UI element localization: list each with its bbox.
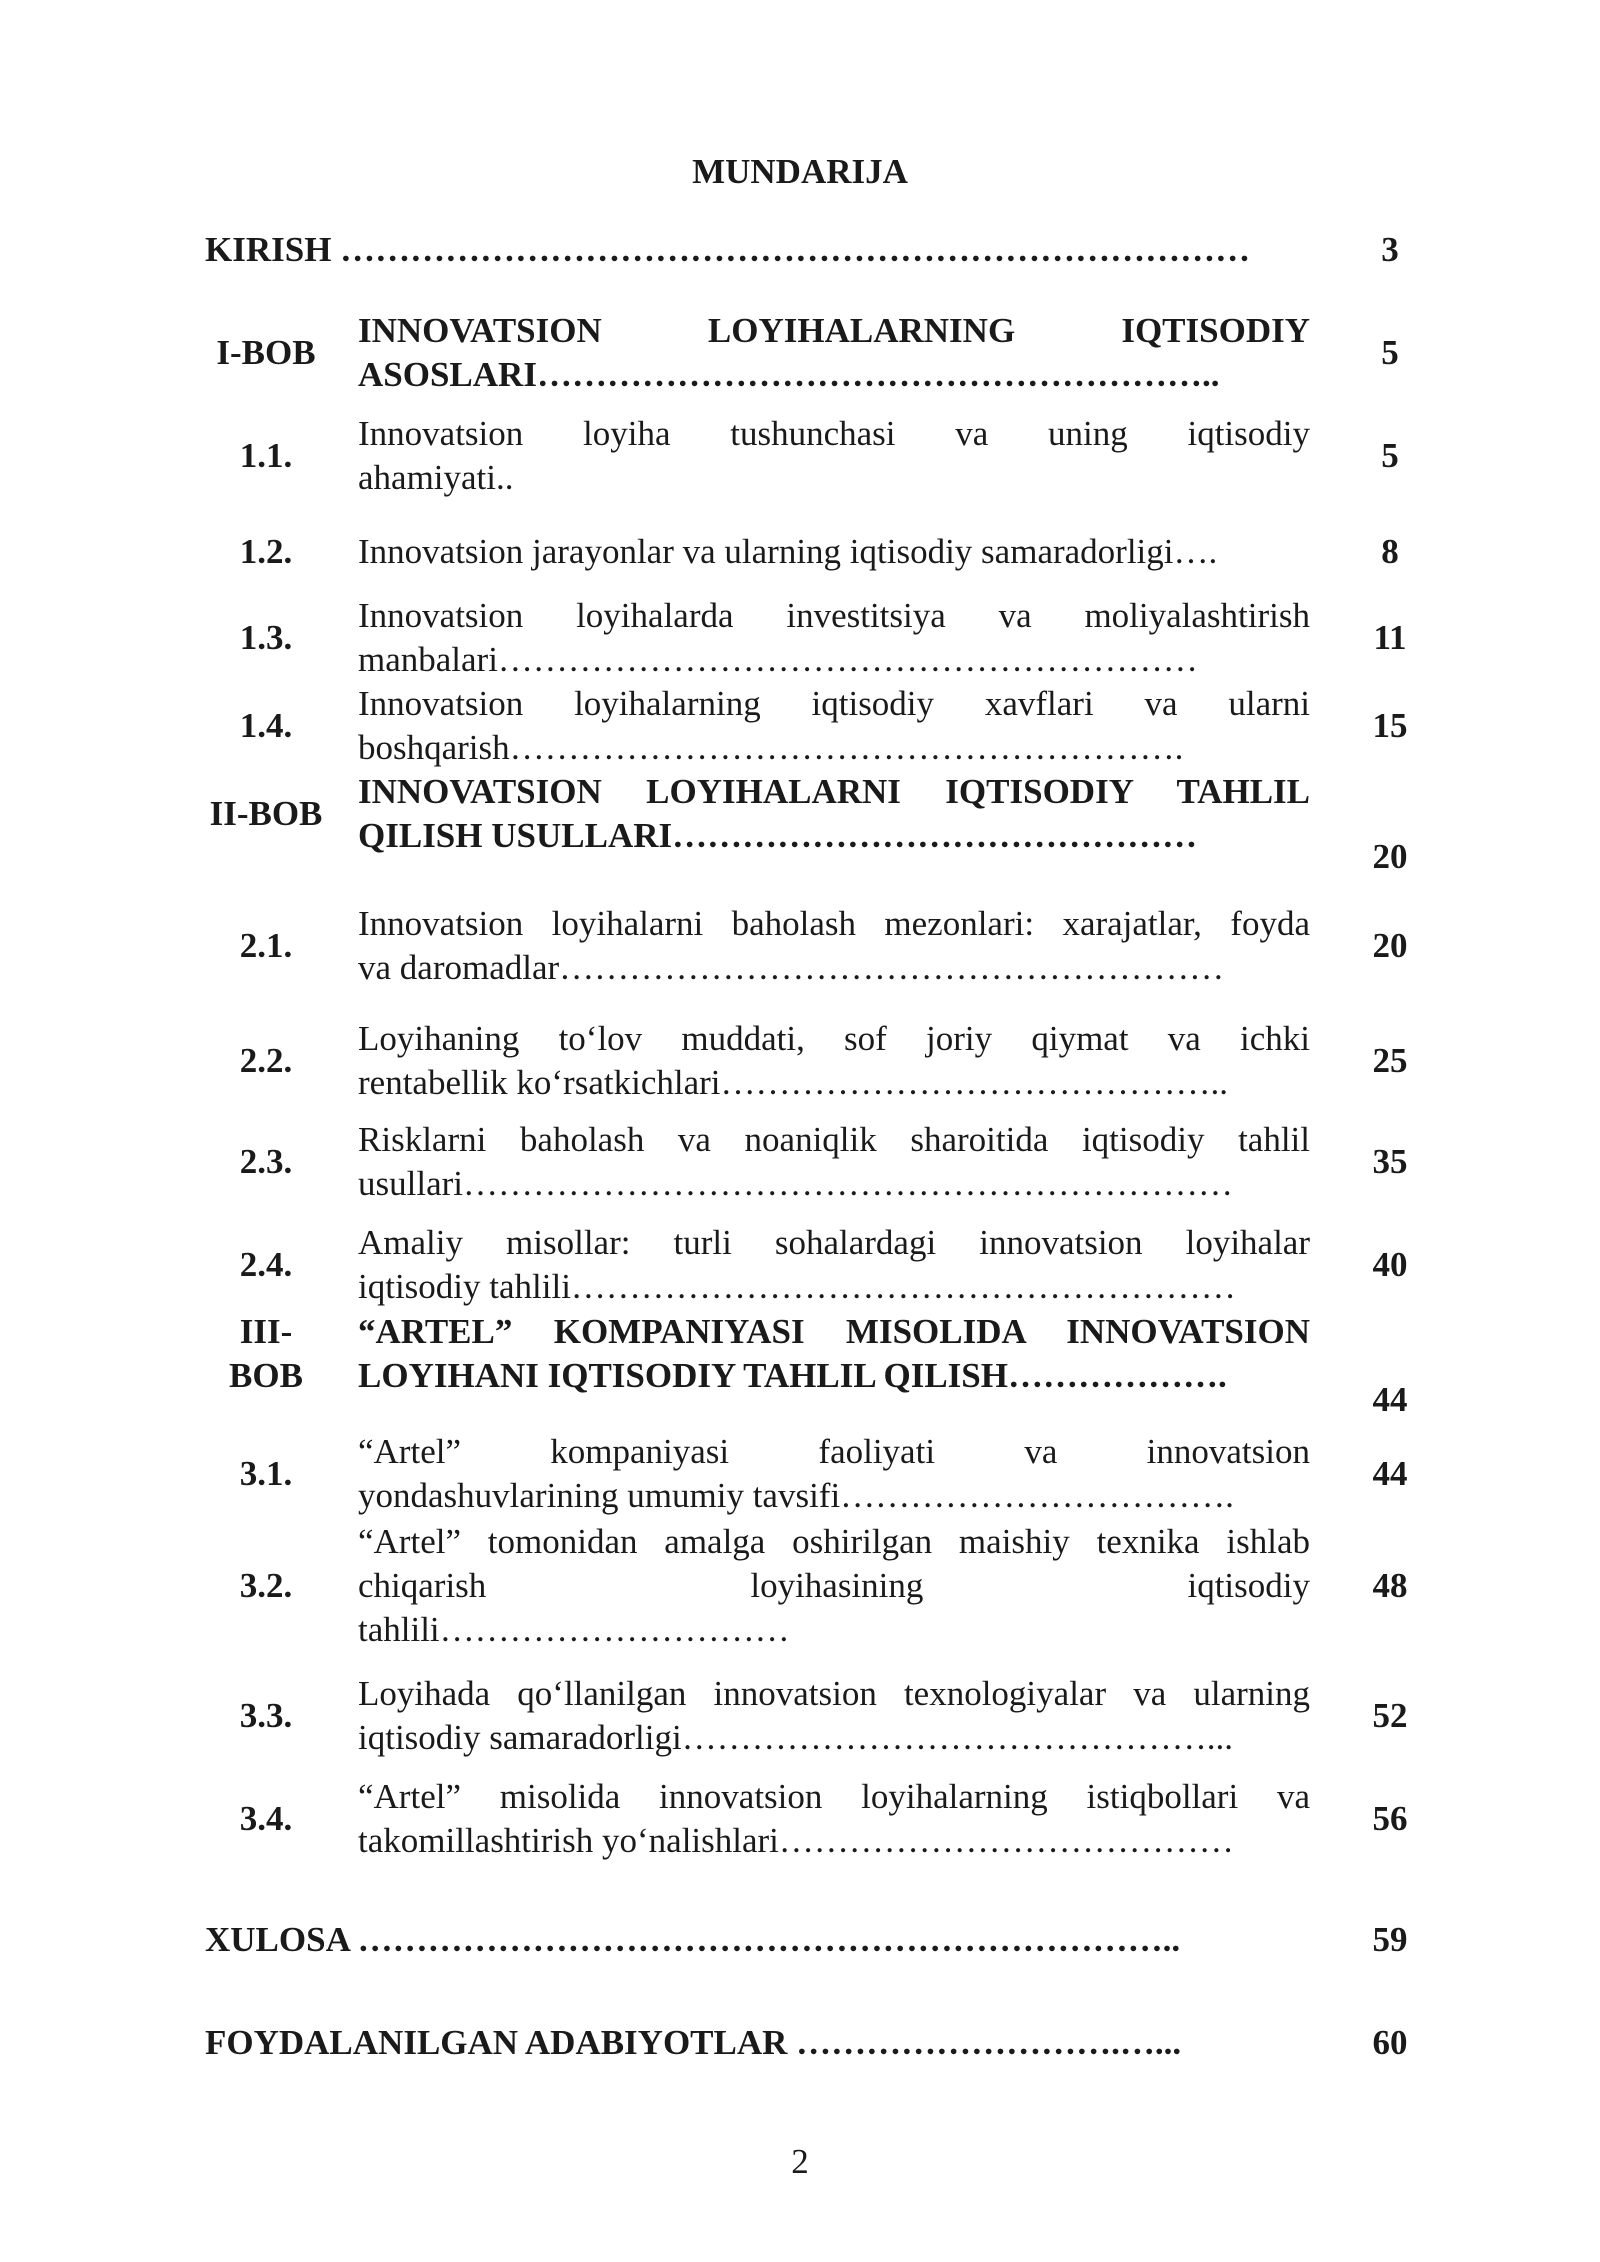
toc-entry-line: Innovatsion loyihalarning iqtisodiy xavflari va ularni — [358, 684, 1310, 723]
page-number: 2 — [791, 2142, 809, 2181]
toc-entry-number: 3.1. — [239, 1454, 293, 1493]
toc-entry-line: Innovatsion jarayonlar va ularning iqtisodiy samaradorligi…. — [358, 532, 1218, 571]
toc-entry-title — [358, 1520, 1310, 1652]
toc-entry-line: ahamiyati.. — [358, 458, 514, 497]
toc-entry-line: “Artel” tomonidan amalga oshirilgan maishiy texnika ishlab — [358, 1522, 1310, 1561]
toc-entry-number: III- BOB — [229, 1312, 303, 1395]
toc-entry-number: 2.1. — [239, 926, 293, 965]
toc-entry — [0, 412, 1600, 500]
toc-entry — [0, 530, 1600, 574]
toc-entry-title: XULOSA …………………………………………………………….. — [205, 1920, 1181, 1959]
toc-entry-line: INNOVATSION LOYIHALARNING IQTISODIY — [358, 311, 1310, 350]
toc-entry-page: 3 — [1381, 230, 1399, 269]
toc-entry — [0, 1918, 1600, 1962]
toc-entry-title — [358, 594, 1310, 682]
toc-entry — [0, 1017, 1600, 1105]
toc-entry-page: 5 — [1381, 436, 1399, 475]
page-title: MUNDARIJA — [692, 152, 908, 191]
toc-entry-line: LOYIHANI IQTISODIY TAHLIL QILISH………………. — [358, 1356, 1227, 1395]
toc-entry-page: 20 — [1372, 926, 1408, 965]
toc-entry-line: Innovatsion loyihalarda investitsiya va moliyalashtirish — [358, 596, 1310, 635]
toc-entry-title — [358, 902, 1310, 990]
toc-entry — [0, 1520, 1600, 1652]
toc-entry — [0, 2021, 1600, 2065]
toc-entry-number: 1.3. — [239, 618, 293, 657]
toc-entry-line: rentabellik ko‘rsatkichlari…………………………………….. — [358, 1063, 1228, 1102]
toc-entry — [0, 1118, 1600, 1206]
toc-entry-page: 59 — [1372, 1920, 1408, 1959]
toc-entry — [0, 1430, 1600, 1518]
toc-entry-page: 40 — [1372, 1245, 1408, 1284]
toc-entry-title — [358, 682, 1310, 770]
toc-entry-page: 44 — [1372, 1380, 1408, 1419]
toc-entry-title: FOYDALANILGAN ADABIYOTLAR ……………………….…... — [205, 2023, 1182, 2062]
toc-entry — [0, 1310, 1600, 1419]
toc-entry — [0, 1672, 1600, 1760]
toc-entry — [0, 309, 1600, 397]
toc-entry-line: va daromadlar………………………………………………… — [358, 948, 1225, 987]
toc-entry-line: manbalari…………………………………………………… — [358, 640, 1198, 679]
toc-entry-line: Risklarni baholash va noaniqlik sharoitida iqtisodiy tahlil — [358, 1120, 1310, 1159]
toc-entry-line: chiqarish loyihasining iqtisodiy — [358, 1566, 1310, 1605]
toc-entry-line: Amaliy misollar: turli sohalardagi innovatsion loyihalar — [358, 1223, 1310, 1262]
toc-entry-page: 8 — [1381, 532, 1399, 571]
toc-entry-title: KIRISH …………………………………………………………………… — [205, 230, 1251, 269]
toc-entry-line: “Artel” kompaniyasi faoliyati va innovatsion — [358, 1432, 1310, 1471]
toc-entry-page: 44 — [1372, 1454, 1408, 1493]
toc-entry-number: 3.2. — [239, 1566, 293, 1605]
toc-entry-number: 3.3. — [239, 1696, 293, 1735]
toc-entry-number: 1.2. — [239, 532, 293, 571]
toc-entry-page: 35 — [1372, 1142, 1408, 1181]
toc-entry-page: 15 — [1372, 706, 1408, 745]
toc-entry — [0, 902, 1600, 990]
toc-entry — [0, 594, 1600, 682]
toc-entry-number: I-BOB — [216, 333, 316, 372]
toc-entry-title — [358, 1118, 1310, 1206]
toc-entry-title — [358, 1775, 1310, 1863]
toc-entry-number: 1.4. — [239, 706, 293, 745]
toc-entry-line: Innovatsion loyiha tushunchasi va uning iqtisodiy — [358, 414, 1310, 453]
toc-entry — [0, 228, 1600, 272]
toc-entry-number: 2.2. — [239, 1041, 293, 1080]
toc-entry-number: 2.4. — [239, 1245, 293, 1284]
toc-entry-title — [358, 1310, 1310, 1398]
toc-entry-line: takomillashtirish yo‘nalishlari………………………………… — [358, 1821, 1234, 1860]
toc-entry — [0, 770, 1600, 876]
toc-entry-line: QILISH USULLARI……………………………………… — [358, 816, 1198, 855]
toc-entry-page: 5 — [1381, 333, 1399, 372]
toc-entry-line: tahlili………………………… — [358, 1610, 790, 1649]
toc-entry-page: 11 — [1373, 618, 1407, 657]
toc-entry-line: Loyihaning to‘lov muddati, sof joriy qiymat va ichki — [358, 1019, 1310, 1058]
toc-entry-page: 25 — [1372, 1041, 1408, 1080]
toc-entry-title — [358, 1017, 1310, 1105]
toc-entry-line: ASOSLARI………………………………………………….. — [358, 355, 1220, 394]
toc-entry-line: usullari………………………………………………………… — [358, 1164, 1233, 1203]
toc-entry-page: 48 — [1372, 1566, 1408, 1605]
toc-entry-number: 1.1. — [239, 436, 293, 475]
toc-entry-title — [358, 1430, 1310, 1518]
toc-entry-page: 56 — [1372, 1799, 1408, 1838]
toc-entry-line: iqtisodiy samaradorligi………………………………………... — [358, 1718, 1233, 1757]
toc-entry-number: 2.3. — [239, 1142, 293, 1181]
toc-entry-page: 52 — [1372, 1696, 1408, 1735]
toc-entry-title — [358, 412, 1310, 500]
toc-entry-number: 3.4. — [239, 1799, 293, 1838]
toc-entry — [0, 682, 1600, 770]
toc-entry-line: iqtisodiy tahlili………………………………………………… — [358, 1267, 1236, 1306]
toc-entry-line: Loyihada qo‘llanilgan innovatsion texnologiyalar va ularning — [358, 1674, 1310, 1713]
toc-entry-page: 60 — [1372, 2023, 1408, 2062]
toc-entry-line: “ARTEL” KOMPANIYASI MISOLIDA INNOVATSION — [358, 1312, 1310, 1351]
toc-entry-title — [358, 1672, 1310, 1760]
toc-entry-title — [358, 309, 1310, 397]
toc-entry — [0, 1221, 1600, 1309]
toc-entry-line: boshqarish…………………………………………………. — [358, 728, 1184, 767]
toc-entry-page: 20 — [1372, 837, 1408, 876]
toc-entry-title — [358, 1221, 1310, 1309]
toc-entry-line: Innovatsion loyihalarni baholash mezonlari: xarajatlar, foyda — [358, 904, 1310, 943]
toc-entry-title — [358, 770, 1310, 858]
toc-entry — [0, 1775, 1600, 1863]
toc-entry-line: “Artel” misolida innovatsion loyihalarning istiqbollari va — [358, 1777, 1310, 1816]
toc-entry-number: II-BOB — [209, 794, 323, 833]
toc-entry-title — [358, 530, 1310, 574]
toc-entry-line: INNOVATSION LOYIHALARNI IQTISODIY TAHLIL — [358, 772, 1310, 811]
toc-entry-line: yondashuvlarining umumiy tavsifi……………………………. — [358, 1476, 1234, 1515]
